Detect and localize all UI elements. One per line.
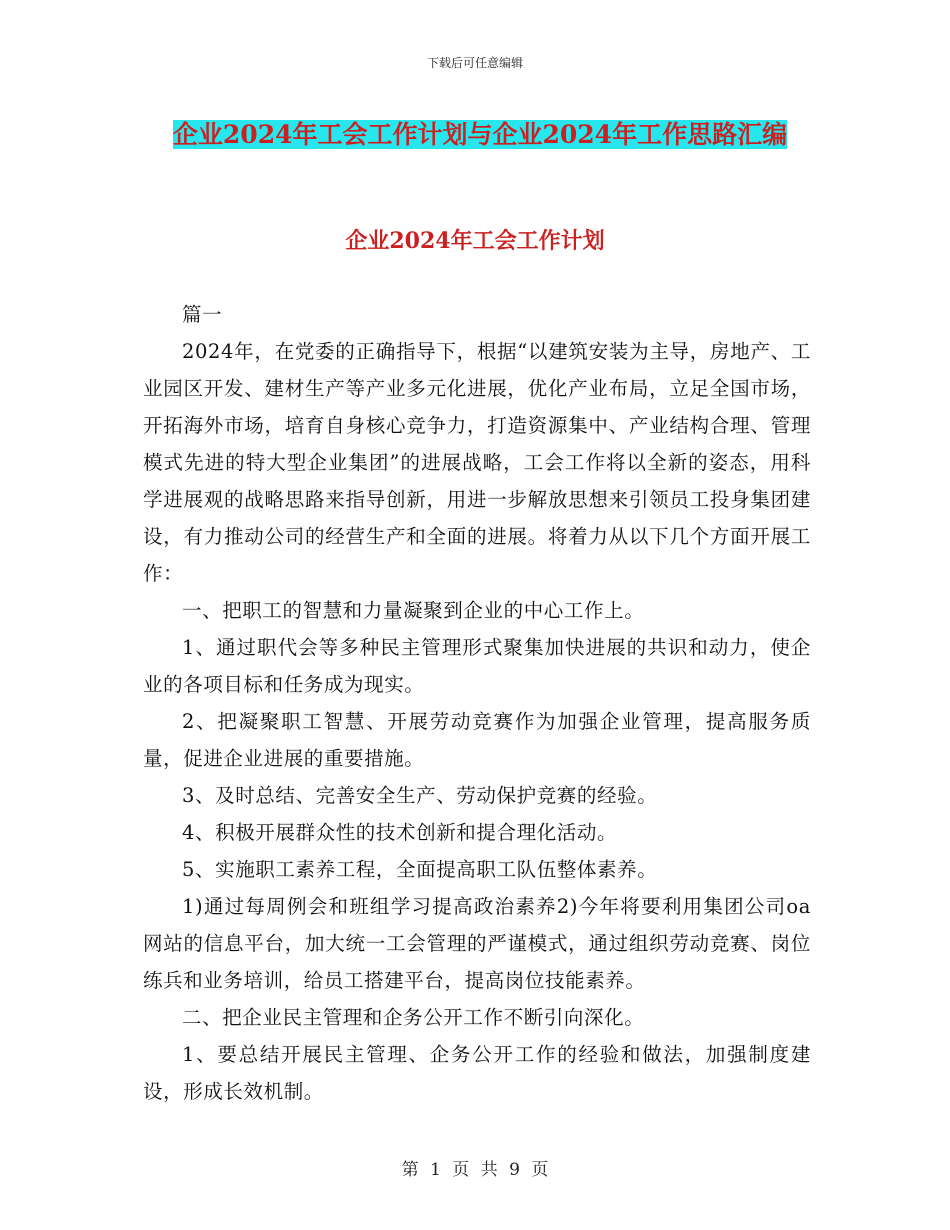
list-item: 2、把凝聚职工智慧、开展劳动竞赛作为加强企业管理，提高服务质量，促进企业进展的重要措施。 [143, 710, 811, 770]
paragraph: 2024年，在党委的正确指导下，根据“以建筑安装为主导，房地产、工业园区开发、建材生产等产业多元化进展，优化产业布局，立足全国市场，开拓海外市场，培育自身核心竞争力，打造资源集中、产业结构合理、管理模式先进的特大型企业集团”的进展战略，工会工作将以全新的姿态，用科学进展观的战略思路来指导创新，用进一步解放思想来引领员工投身集团建设，有力推动公司的经营生产和全面的进展。将着力从以下几个方面开展工作： [143, 340, 811, 585]
document-title-text: 企业2024年工会工作计划与企业2024年工作思路汇编 [172, 120, 788, 149]
section-title: 企业2024年工会工作计划 [345, 228, 605, 254]
header-note: 下载后可任意编辑 [426, 56, 523, 70]
section-heading: 一、把职工的智慧和力量凝聚到企业的中心工作上。 [182, 599, 645, 622]
document-title [150, 112, 810, 158]
list-item: 5、实施职工素养工程，全面提高职工队伍整体素养。 [182, 858, 658, 881]
document-body [143, 296, 811, 1110]
page-number: 第 1 页 共 9 页 [401, 1160, 549, 1180]
paragraph-label: 篇一 [182, 303, 223, 326]
list-item: 1、要总结开展民主管理、企务公开工作的经验和做法，加强制度建设，形成长效机制。 [143, 1043, 811, 1103]
list-item: 4、积极开展群众性的技术创新和提合理化活动。 [182, 821, 618, 844]
section-heading: 二、把企业民主管理和企务公开工作不断引向深化。 [182, 1006, 645, 1029]
paragraph: 1)通过每周例会和班组学习提高政治素养2)今年将要利用集团公司oa网站的信息平台，加大统一工会管理的严谨模式，通过组织劳动竞赛、岗位练兵和业务培训，给员工搭建平台，提高岗位技能素养。 [143, 895, 811, 992]
list-item: 3、及时总结、完善安全生产、劳动保护竞赛的经验。 [182, 784, 658, 807]
list-item: 1、通过职代会等多种民主管理形式聚集加快进展的共识和动力，使企业的各项目标和任务成为现实。 [143, 636, 811, 696]
